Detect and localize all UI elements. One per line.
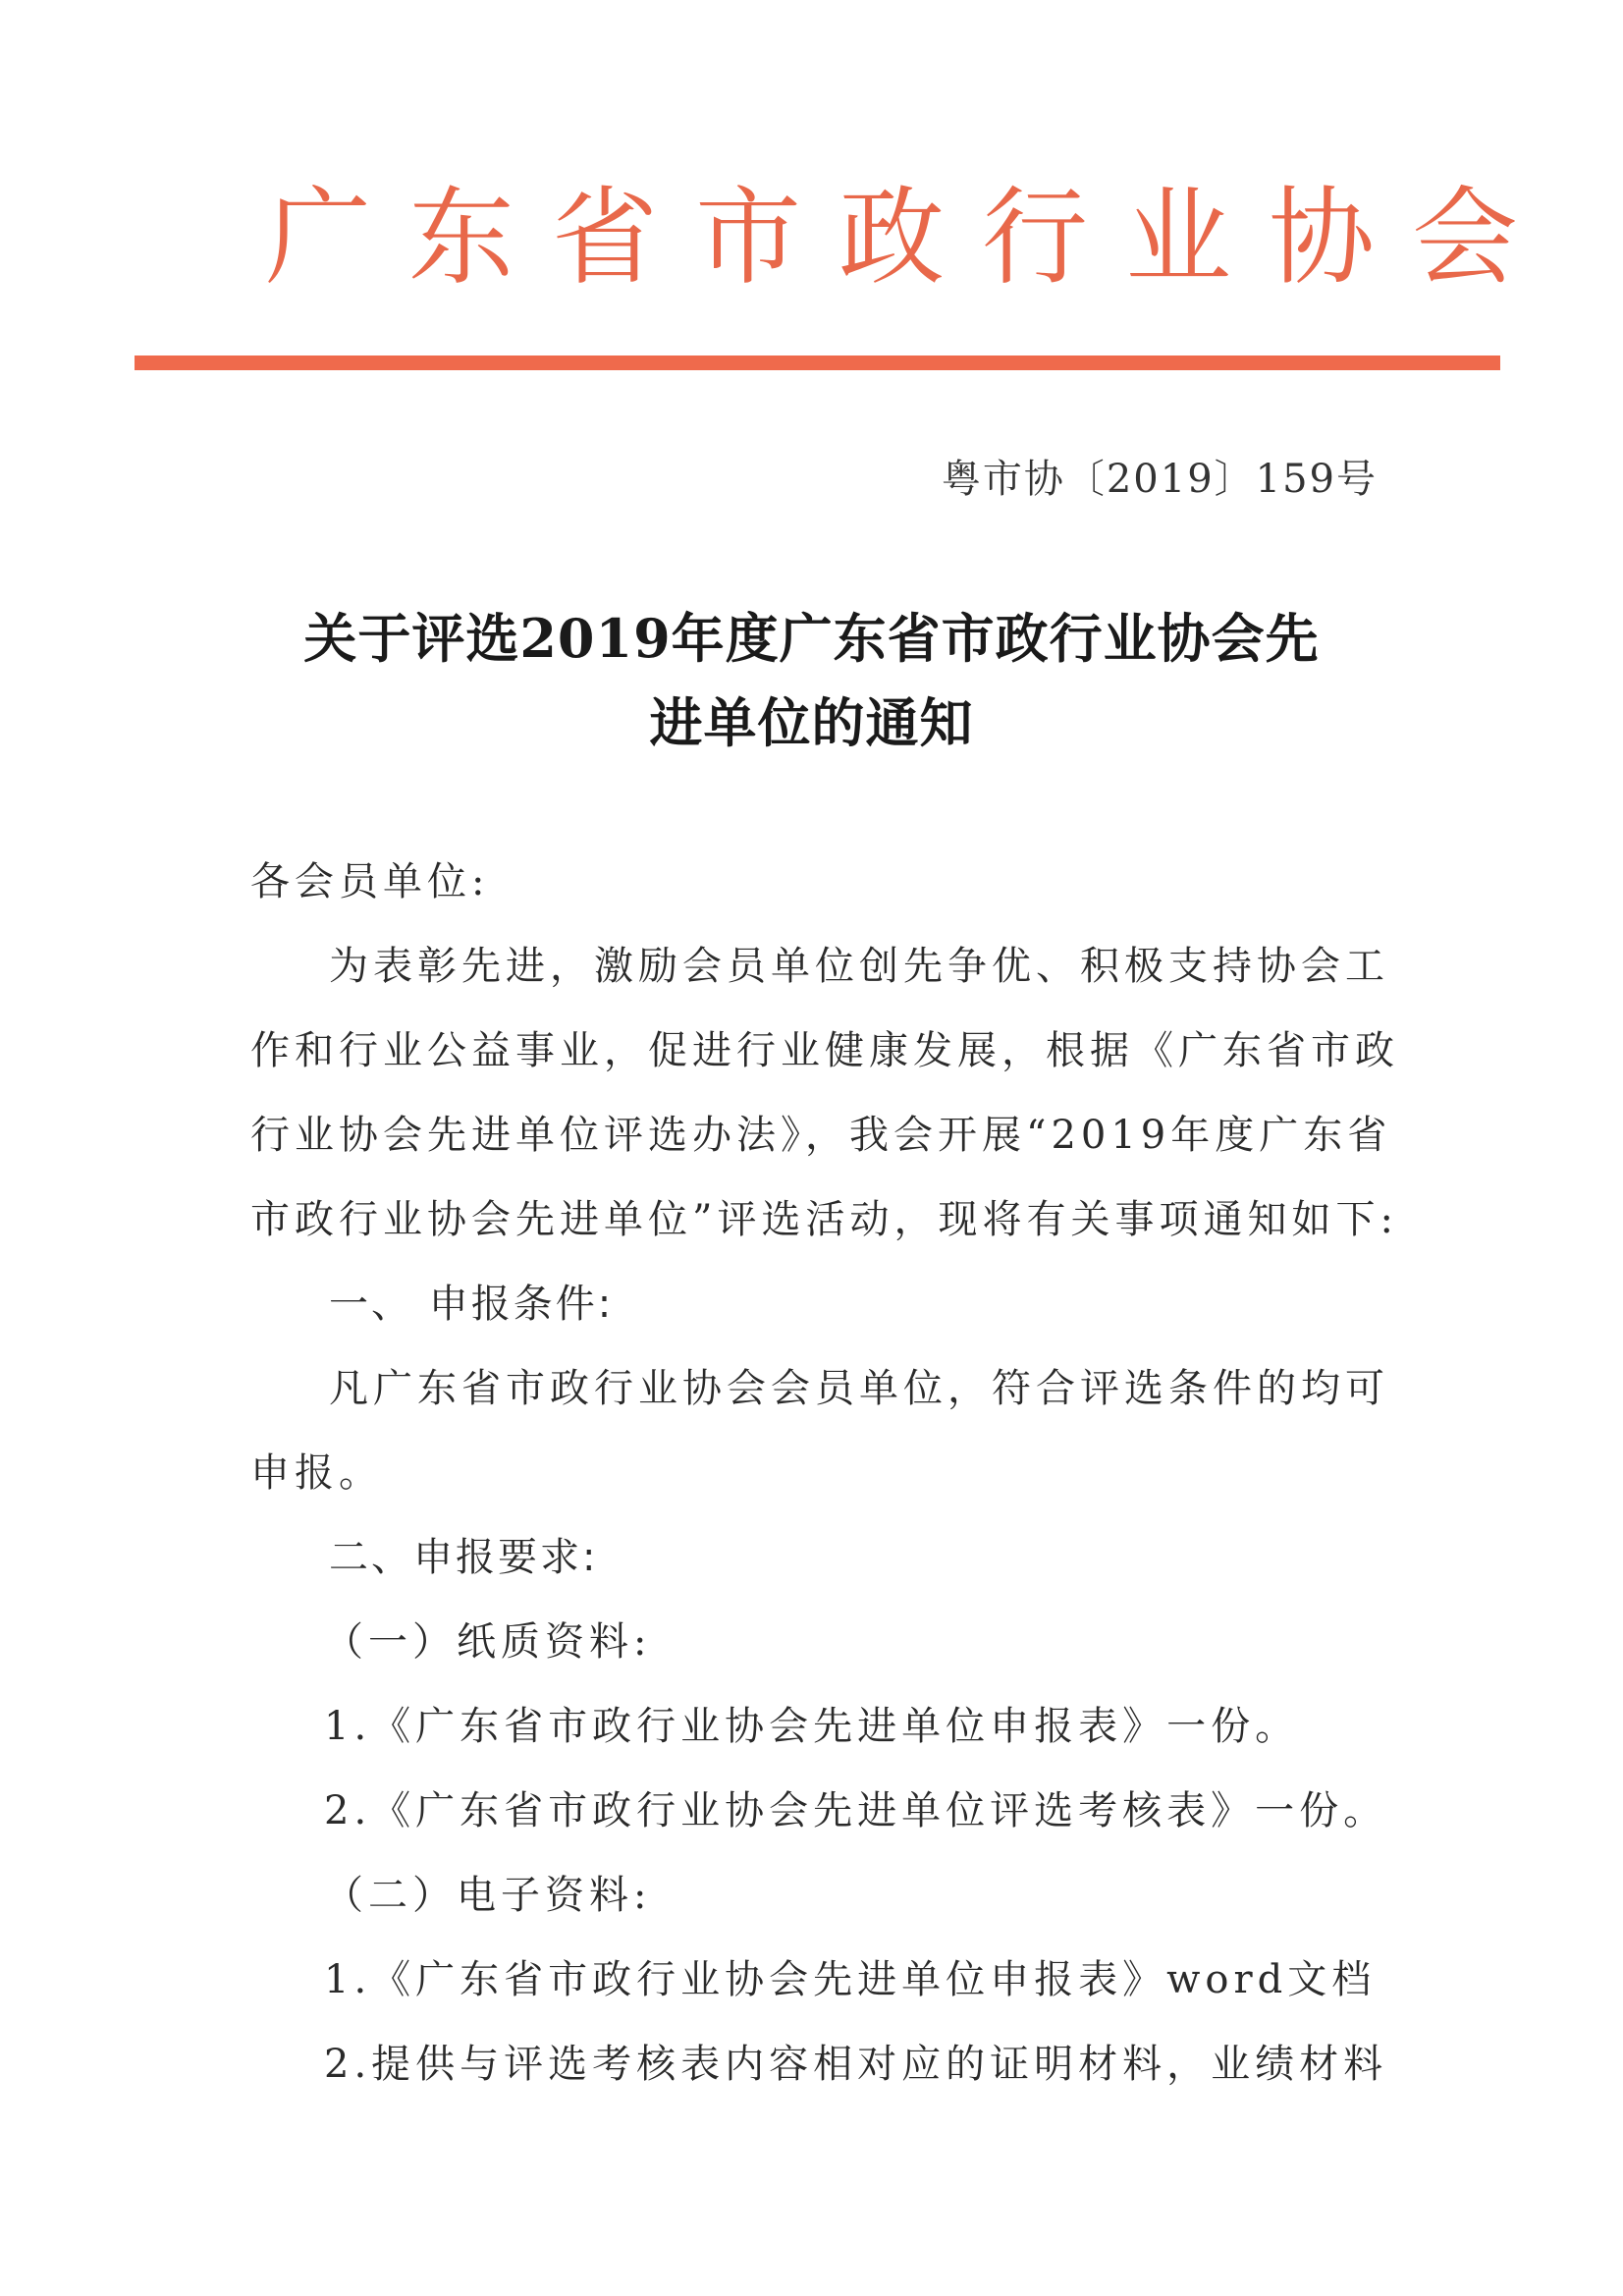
section-2-sub-1-heading: （一）纸质资料: bbox=[324, 1619, 652, 1665]
document-title-line-2: 进单位的通知 bbox=[649, 691, 974, 754]
letterhead-org-name: 广东省市政行业协会 bbox=[265, 177, 1556, 300]
section-2-sub-1-item-1: 1.《广东省市政行业协会先进单位申报表》一份。 bbox=[324, 1704, 1300, 1749]
intro-line-4: 市政行业协会先进单位”评选活动，现将有关事项通知如下: bbox=[250, 1197, 1398, 1242]
salutation: 各会员单位: bbox=[250, 859, 490, 904]
section-2-sub-2-heading: （二）电子资料: bbox=[324, 1873, 652, 1918]
section-2-heading: 二、申报要求: bbox=[329, 1535, 599, 1580]
section-2-sub-2-item-1: 1.《广东省市政行业协会先进单位申报表》word文档 bbox=[324, 1957, 1377, 2002]
intro-line-2: 作和行业公益事业，促进行业健康发展，根据《广东省市政 bbox=[250, 1028, 1399, 1073]
section-2-sub-1-item-2: 2.《广东省市政行业协会先进单位评选考核表》一份。 bbox=[324, 1788, 1388, 1833]
section-2-sub-2-item-2: 2.提供与评选考核表内容相对应的证明材料，业绩材料 bbox=[324, 2042, 1388, 2087]
letterhead-divider bbox=[135, 355, 1500, 370]
document-title-line-1: 关于评选2019年度广东省市政行业协会先 bbox=[303, 607, 1320, 670]
section-1-line-2: 申报。 bbox=[250, 1450, 383, 1496]
intro-line-1: 为表彰先进，激励会员单位创先争优、积极支持协会工 bbox=[329, 944, 1389, 989]
document-number: 粤市协〔2019〕159号 bbox=[941, 457, 1378, 502]
intro-line-3: 行业协会先进单位评选办法》，我会开展“2019年度广东省 bbox=[250, 1113, 1392, 1158]
section-1-heading: 一、 申报条件: bbox=[329, 1282, 615, 1327]
section-1-line-1: 凡广东省市政行业协会会员单位，符合评选条件的均可 bbox=[329, 1366, 1389, 1411]
